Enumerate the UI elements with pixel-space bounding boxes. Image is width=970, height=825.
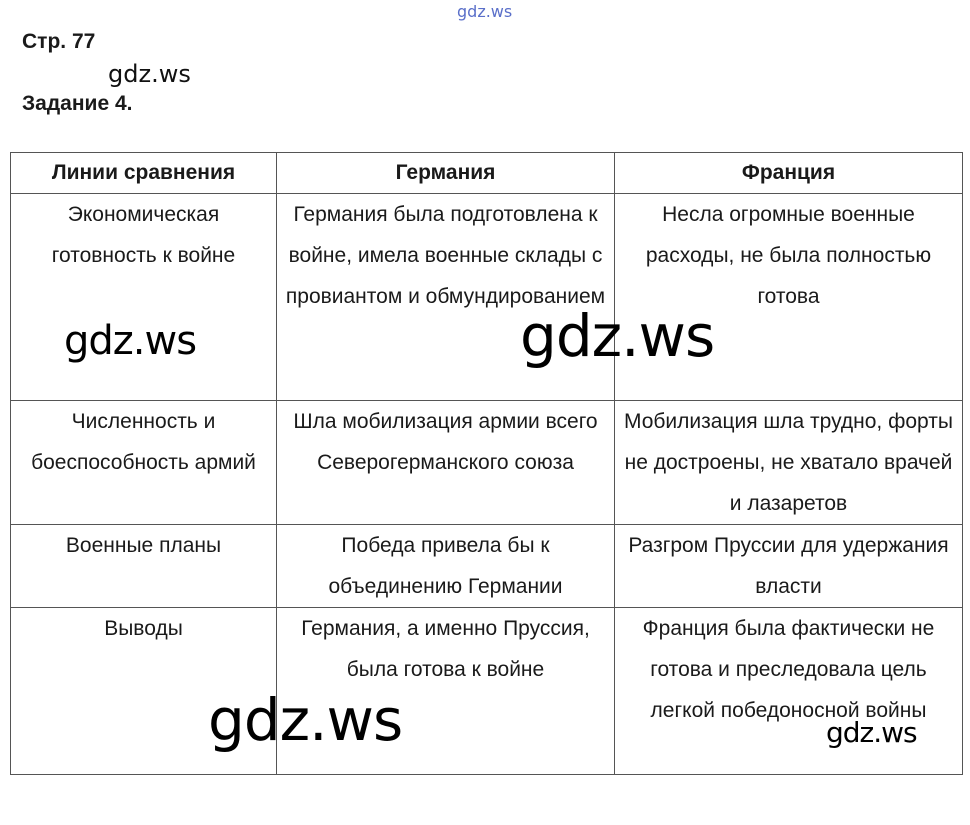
table-row	[11, 401, 963, 525]
criteria-cell: Численность и боеспособность армий	[11, 401, 277, 525]
germany-cell: Германия была подготовлена к войне, имела военные склады с провиантом и обмундированием	[277, 194, 615, 401]
table-row	[11, 525, 963, 608]
france-cell: Несла огромные военные расходы, не была полностью готова	[615, 194, 963, 401]
germany-cell: Шла мобилизация армии всего Северогерманского союза	[277, 401, 615, 525]
watermark: gdz.ws	[208, 686, 403, 754]
task-title: Задание 4.	[22, 92, 133, 115]
germany-cell: Германия, а именно Пруссия, была готова к войне	[277, 608, 615, 775]
france-cell: Разгром Пруссии для удержания власти	[615, 525, 963, 608]
criteria-cell: Выводы	[11, 608, 277, 775]
criteria-cell: Экономическая готовность к войне	[11, 194, 277, 401]
column-header-france: Франция	[615, 153, 963, 194]
france-cell: Мобилизация шла трудно, форты не достроены, не хватало врачей и лазаретов	[615, 401, 963, 525]
table-header-row	[11, 153, 963, 194]
criteria-cell: Военные планы	[11, 525, 277, 608]
column-header-germany: Германия	[277, 153, 615, 194]
site-watermark-top: gdz.ws	[457, 2, 513, 21]
france-cell: Франция была фактически не готова и преследовала цель легкой победоносной войны	[615, 608, 963, 775]
page-number: Стр. 77	[22, 30, 96, 53]
watermark: gdz.ws	[826, 716, 917, 749]
table-row	[11, 608, 963, 775]
site-watermark-header: gdz.ws	[108, 60, 191, 88]
watermark: gdz.ws	[64, 318, 197, 364]
comparison-table	[10, 152, 963, 775]
table-row	[11, 194, 963, 401]
germany-cell: Победа привела бы к объединению Германии	[277, 525, 615, 608]
watermark: gdz.ws	[520, 302, 715, 370]
column-header-criteria: Линии сравнения	[11, 153, 277, 194]
